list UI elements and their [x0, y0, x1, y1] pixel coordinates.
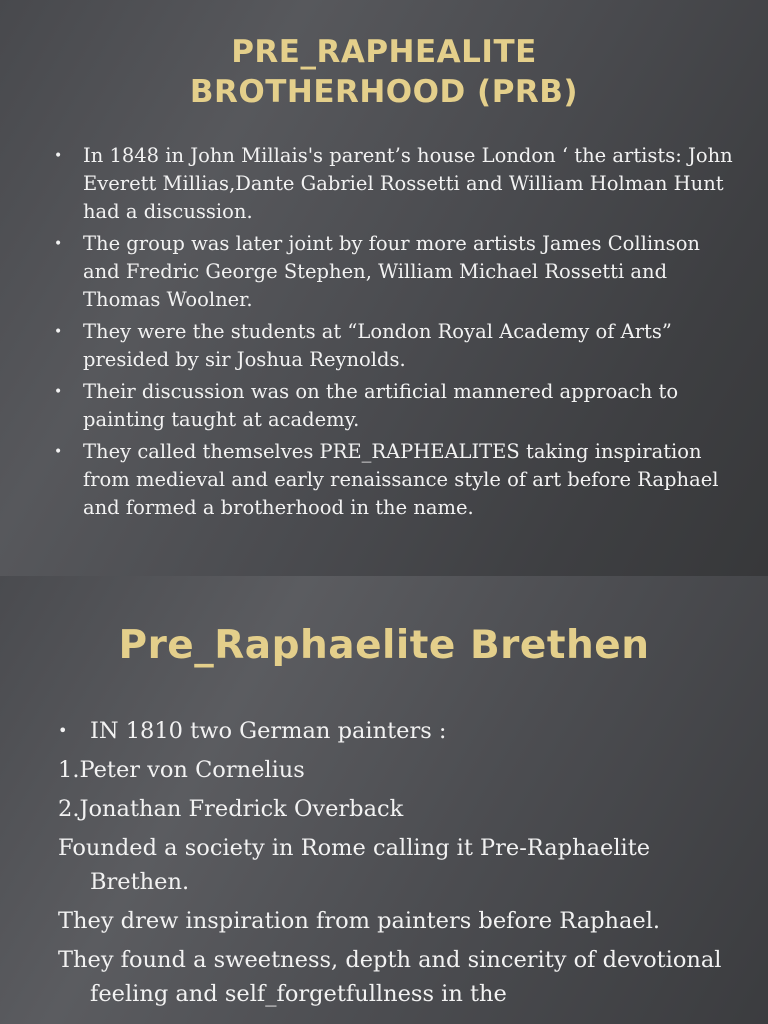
body-line: They found a sweetness, depth and sincerity of devotional feeling and self_forgetfullness in the — [58, 947, 722, 1007]
body-line: 2.Jonathan Fredrick Overback — [58, 796, 404, 822]
bullet-icon: • — [54, 384, 63, 400]
body-line: 1.Peter von Cornelius — [58, 757, 305, 783]
bullet-icon: • — [54, 444, 63, 460]
bullet-text: In 1848 in John Millais's parent’s house London ‘ the artists: John Everett Millias,Dante Gabriel Rossetti and William Holman Hunt had a discussion. — [83, 144, 733, 223]
bullet-text: They called themselves PRE_RAPHEALITES taking inspiration from medieval and early renaissance style of art before Raphael and formed a brotherhood in the name. — [83, 440, 719, 519]
list-item — [58, 714, 738, 748]
slide-brethen — [0, 576, 768, 1024]
slide-body — [58, 714, 738, 1016]
bullet-list — [50, 142, 740, 526]
list-item — [50, 142, 740, 226]
bullet-icon: • — [54, 236, 63, 252]
list-item — [50, 318, 740, 374]
slide-title: Pre_Raphaelite Brethen — [118, 623, 650, 668]
bullet-text: Their discussion was on the artificial mannered approach to painting taught at academy. — [83, 380, 679, 431]
list-item — [50, 438, 740, 522]
bullet-text: They were the students at “London Royal Academy of Arts” presided by sir Joshua Reynolds. — [83, 320, 672, 371]
bullet-text: IN 1810 two German painters : — [90, 718, 447, 744]
bullet-icon: • — [58, 721, 68, 740]
list-item — [50, 230, 740, 314]
title-line-2: BROTHERHOOD (PRB) — [189, 74, 579, 110]
title-line-1: PRE_RAPHEALITE — [231, 34, 537, 70]
body-line: Founded a society in Rome calling it Pre-Raphaelite Brethen. — [58, 835, 651, 895]
list-item — [50, 378, 740, 434]
bullet-text: The group was later joint by four more artists James Collinson and Fredric George Stephen, William Michael Rossetti and Thomas Woolner. — [83, 232, 700, 311]
body-line: They drew inspiration from painters before Raphael. — [58, 908, 661, 934]
slide-title — [0, 32, 768, 112]
bullet-icon: • — [54, 148, 63, 164]
bullet-icon: • — [54, 324, 63, 340]
